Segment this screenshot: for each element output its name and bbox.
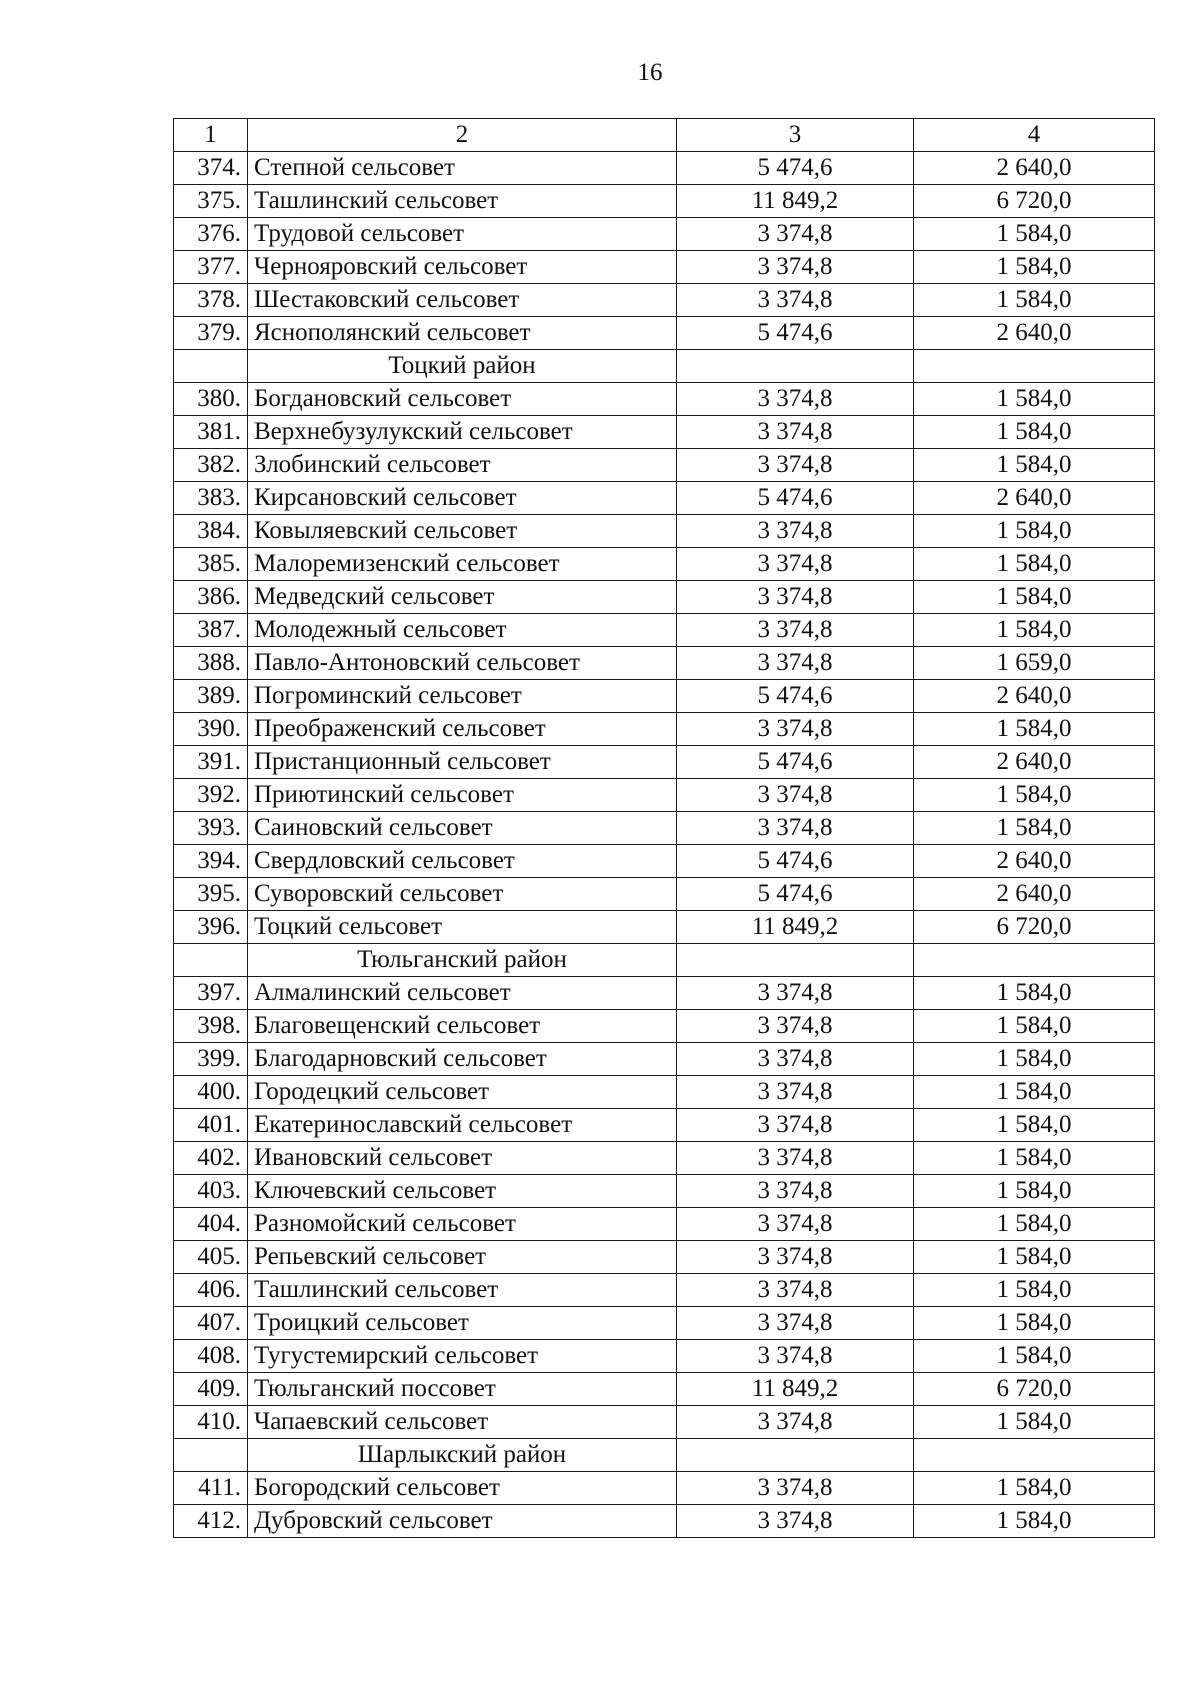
data-table <box>173 118 1155 1538</box>
settlement-name-cell: Кирсановский сельсовет <box>248 482 677 515</box>
column-3-value-cell: 11 849,2 <box>677 1373 914 1406</box>
settlement-name-cell: Дубровский сельсовет <box>248 1505 677 1538</box>
row-number-cell: 374. <box>174 152 248 185</box>
row-number-cell: 404. <box>174 1208 248 1241</box>
row-number-cell: 390. <box>174 713 248 746</box>
table-row <box>174 185 1155 218</box>
column-4-value-cell: 1 584,0 <box>914 977 1155 1010</box>
column-3-value-cell: 3 374,8 <box>677 1307 914 1340</box>
settlement-name-cell: Пристанционный сельсовет <box>248 746 677 779</box>
row-number-cell: 385. <box>174 548 248 581</box>
column-3-value-cell: 3 374,8 <box>677 383 914 416</box>
table-header-row <box>174 119 1155 152</box>
column-4-value-cell: 1 584,0 <box>914 614 1155 647</box>
row-number-cell: 376. <box>174 218 248 251</box>
column-4-value-cell: 1 584,0 <box>914 449 1155 482</box>
table-row <box>174 218 1155 251</box>
settlement-name-cell: Ключевский сельсовет <box>248 1175 677 1208</box>
row-number-cell: 391. <box>174 746 248 779</box>
column-4-value-cell: 1 584,0 <box>914 251 1155 284</box>
table-row <box>174 416 1155 449</box>
column-4-value-cell: 1 584,0 <box>914 713 1155 746</box>
column-3-value-cell: 3 374,8 <box>677 284 914 317</box>
column-4-value-cell: 1 584,0 <box>914 1340 1155 1373</box>
settlement-name-cell: Богородский сельсовет <box>248 1472 677 1505</box>
column-4-value-cell: 1 584,0 <box>914 812 1155 845</box>
table-row <box>174 614 1155 647</box>
column-4-value-cell: 1 584,0 <box>914 1076 1155 1109</box>
district-name-cell: Тоцкий район <box>248 350 677 383</box>
column-3-value-cell: 11 849,2 <box>677 911 914 944</box>
table-row <box>174 1373 1155 1406</box>
row-number-cell: 394. <box>174 845 248 878</box>
settlement-name-cell: Ташлинский сельсовет <box>248 1274 677 1307</box>
column-4-value-cell: 1 584,0 <box>914 284 1155 317</box>
row-number-cell: 377. <box>174 251 248 284</box>
row-number-cell: 393. <box>174 812 248 845</box>
settlement-name-cell: Городецкий сельсовет <box>248 1076 677 1109</box>
table-row <box>174 1472 1155 1505</box>
row-number-cell: 402. <box>174 1142 248 1175</box>
column-3-value-cell: 3 374,8 <box>677 416 914 449</box>
table-row <box>174 1043 1155 1076</box>
row-number-cell: 380. <box>174 383 248 416</box>
table-row <box>174 812 1155 845</box>
table-body <box>174 119 1155 1538</box>
column-4-value-cell: 1 584,0 <box>914 1406 1155 1439</box>
value-cell <box>677 350 914 383</box>
settlement-name-cell: Троицкий сельсовет <box>248 1307 677 1340</box>
table-row <box>174 383 1155 416</box>
row-number-cell: 400. <box>174 1076 248 1109</box>
row-number-cell <box>174 350 248 383</box>
settlement-name-cell: Верхнебузулукский сельсовет <box>248 416 677 449</box>
table-row <box>174 548 1155 581</box>
row-number-cell: 381. <box>174 416 248 449</box>
header-cell: 4 <box>914 119 1155 152</box>
column-3-value-cell: 5 474,6 <box>677 680 914 713</box>
column-4-value-cell: 6 720,0 <box>914 1373 1155 1406</box>
row-number-cell: 383. <box>174 482 248 515</box>
row-number-cell: 409. <box>174 1373 248 1406</box>
row-number-cell: 396. <box>174 911 248 944</box>
column-3-value-cell: 3 374,8 <box>677 977 914 1010</box>
row-number-cell: 397. <box>174 977 248 1010</box>
column-3-value-cell: 3 374,8 <box>677 647 914 680</box>
row-number-cell: 410. <box>174 1406 248 1439</box>
table-row <box>174 581 1155 614</box>
settlement-name-cell: Благодарновский сельсовет <box>248 1043 677 1076</box>
settlement-name-cell: Приютинский сельсовет <box>248 779 677 812</box>
row-number-cell: 386. <box>174 581 248 614</box>
settlement-name-cell: Тоцкий сельсовет <box>248 911 677 944</box>
column-4-value-cell: 1 584,0 <box>914 548 1155 581</box>
table-row <box>174 1010 1155 1043</box>
row-number-cell: 405. <box>174 1241 248 1274</box>
column-3-value-cell: 3 374,8 <box>677 1109 914 1142</box>
column-3-value-cell: 3 374,8 <box>677 713 914 746</box>
table-row <box>174 1307 1155 1340</box>
settlement-name-cell: Суворовский сельсовет <box>248 878 677 911</box>
row-number-cell: 382. <box>174 449 248 482</box>
settlement-name-cell: Репьевский сельсовет <box>248 1241 677 1274</box>
settlement-name-cell: Чапаевский сельсовет <box>248 1406 677 1439</box>
column-4-value-cell: 2 640,0 <box>914 317 1155 350</box>
column-3-value-cell: 3 374,8 <box>677 548 914 581</box>
row-number-cell: 408. <box>174 1340 248 1373</box>
table-row <box>174 251 1155 284</box>
row-number-cell: 387. <box>174 614 248 647</box>
table-row <box>174 482 1155 515</box>
settlement-name-cell: Черноярoвский сельсовет <box>248 251 677 284</box>
column-4-value-cell: 2 640,0 <box>914 482 1155 515</box>
column-4-value-cell: 1 584,0 <box>914 1175 1155 1208</box>
value-cell <box>914 350 1155 383</box>
column-3-value-cell: 3 374,8 <box>677 1010 914 1043</box>
column-4-value-cell: 1 659,0 <box>914 647 1155 680</box>
column-4-value-cell: 1 584,0 <box>914 383 1155 416</box>
table-row <box>174 647 1155 680</box>
column-3-value-cell: 5 474,6 <box>677 746 914 779</box>
settlement-name-cell: Погроминский сельсовет <box>248 680 677 713</box>
column-3-value-cell: 3 374,8 <box>677 1274 914 1307</box>
column-4-value-cell: 1 584,0 <box>914 416 1155 449</box>
column-4-value-cell: 1 584,0 <box>914 581 1155 614</box>
header-cell: 3 <box>677 119 914 152</box>
table-row <box>174 1175 1155 1208</box>
settlement-name-cell: Степной сельсовет <box>248 152 677 185</box>
column-3-value-cell: 3 374,8 <box>677 1175 914 1208</box>
district-row <box>174 350 1155 383</box>
column-3-value-cell: 11 849,2 <box>677 185 914 218</box>
row-number-cell: 375. <box>174 185 248 218</box>
column-4-value-cell: 1 584,0 <box>914 779 1155 812</box>
column-3-value-cell: 3 374,8 <box>677 1406 914 1439</box>
column-4-value-cell: 1 584,0 <box>914 1274 1155 1307</box>
column-3-value-cell: 3 374,8 <box>677 218 914 251</box>
column-4-value-cell: 2 640,0 <box>914 152 1155 185</box>
column-4-value-cell: 2 640,0 <box>914 878 1155 911</box>
settlement-name-cell: Ташлинский сельсовет <box>248 185 677 218</box>
row-number-cell: 401. <box>174 1109 248 1142</box>
settlement-name-cell: Злобинский сельсовет <box>248 449 677 482</box>
settlement-name-cell: Ивановский сельсовет <box>248 1142 677 1175</box>
row-number-cell: 403. <box>174 1175 248 1208</box>
column-4-value-cell: 1 584,0 <box>914 1109 1155 1142</box>
column-4-value-cell: 1 584,0 <box>914 1043 1155 1076</box>
column-3-value-cell: 3 374,8 <box>677 1472 914 1505</box>
column-4-value-cell: 1 584,0 <box>914 1010 1155 1043</box>
settlement-name-cell: Ковыляевский сельсовет <box>248 515 677 548</box>
column-4-value-cell: 1 584,0 <box>914 1505 1155 1538</box>
table-row <box>174 779 1155 812</box>
column-4-value-cell: 1 584,0 <box>914 515 1155 548</box>
table-row <box>174 1076 1155 1109</box>
column-3-value-cell: 5 474,6 <box>677 317 914 350</box>
table-row <box>174 1274 1155 1307</box>
settlement-name-cell: Тюльганский поссовет <box>248 1373 677 1406</box>
settlement-name-cell: Алмалинский сельсовет <box>248 977 677 1010</box>
row-number-cell: 388. <box>174 647 248 680</box>
row-number-cell: 389. <box>174 680 248 713</box>
table-row <box>174 1109 1155 1142</box>
table-row <box>174 1241 1155 1274</box>
table-row <box>174 449 1155 482</box>
row-number-cell: 379. <box>174 317 248 350</box>
column-3-value-cell: 3 374,8 <box>677 812 914 845</box>
settlement-name-cell: Свердловский сельсовет <box>248 845 677 878</box>
row-number-cell <box>174 944 248 977</box>
column-4-value-cell: 1 584,0 <box>914 1472 1155 1505</box>
column-4-value-cell: 6 720,0 <box>914 911 1155 944</box>
column-4-value-cell: 1 584,0 <box>914 1307 1155 1340</box>
column-3-value-cell: 3 374,8 <box>677 1043 914 1076</box>
table-row <box>174 1142 1155 1175</box>
column-3-value-cell: 3 374,8 <box>677 1241 914 1274</box>
table-row <box>174 515 1155 548</box>
settlement-name-cell: Тугустемирский сельсовет <box>248 1340 677 1373</box>
row-number-cell: 407. <box>174 1307 248 1340</box>
column-3-value-cell: 3 374,8 <box>677 581 914 614</box>
column-3-value-cell: 3 374,8 <box>677 1142 914 1175</box>
column-4-value-cell: 6 720,0 <box>914 185 1155 218</box>
column-3-value-cell: 3 374,8 <box>677 1505 914 1538</box>
column-4-value-cell: 1 584,0 <box>914 218 1155 251</box>
column-4-value-cell: 1 584,0 <box>914 1241 1155 1274</box>
settlement-name-cell: Шестаковский сельсовет <box>248 284 677 317</box>
settlement-name-cell: Екатеринославский сельсовет <box>248 1109 677 1142</box>
table-row <box>174 284 1155 317</box>
row-number-cell <box>174 1439 248 1472</box>
value-cell <box>677 1439 914 1472</box>
column-4-value-cell: 1 584,0 <box>914 1208 1155 1241</box>
column-3-value-cell: 3 374,8 <box>677 1340 914 1373</box>
page-number: 16 <box>637 59 663 86</box>
district-name-cell: Шарлыкский район <box>248 1439 677 1472</box>
column-3-value-cell: 3 374,8 <box>677 515 914 548</box>
value-cell <box>914 1439 1155 1472</box>
row-number-cell: 395. <box>174 878 248 911</box>
table-row <box>174 680 1155 713</box>
table-row <box>174 152 1155 185</box>
table-row <box>174 845 1155 878</box>
column-4-value-cell: 2 640,0 <box>914 746 1155 779</box>
district-row <box>174 944 1155 977</box>
settlement-name-cell: Разномойский сельсовет <box>248 1208 677 1241</box>
settlement-name-cell: Благовещенский сельсовет <box>248 1010 677 1043</box>
column-3-value-cell: 5 474,6 <box>677 845 914 878</box>
settlement-name-cell: Саиновский сельсовет <box>248 812 677 845</box>
row-number-cell: 412. <box>174 1505 248 1538</box>
table-row <box>174 977 1155 1010</box>
row-number-cell: 406. <box>174 1274 248 1307</box>
settlement-name-cell: Богдановский сельсовет <box>248 383 677 416</box>
settlement-name-cell: Малоремизенский сельсовет <box>248 548 677 581</box>
district-row <box>174 1439 1155 1472</box>
header-cell: 2 <box>248 119 677 152</box>
district-name-cell: Тюльганский район <box>248 944 677 977</box>
row-number-cell: 378. <box>174 284 248 317</box>
header-cell: 1 <box>174 119 248 152</box>
row-number-cell: 399. <box>174 1043 248 1076</box>
column-4-value-cell: 2 640,0 <box>914 845 1155 878</box>
table-row <box>174 1505 1155 1538</box>
column-3-value-cell: 3 374,8 <box>677 251 914 284</box>
value-cell <box>914 944 1155 977</box>
row-number-cell: 398. <box>174 1010 248 1043</box>
table-row <box>174 713 1155 746</box>
column-3-value-cell: 3 374,8 <box>677 449 914 482</box>
column-3-value-cell: 5 474,6 <box>677 152 914 185</box>
column-3-value-cell: 3 374,8 <box>677 1208 914 1241</box>
table-row <box>174 746 1155 779</box>
settlement-name-cell: Медведский сельсовет <box>248 581 677 614</box>
column-3-value-cell: 3 374,8 <box>677 779 914 812</box>
settlement-name-cell: Яснополянский сельсовет <box>248 317 677 350</box>
column-3-value-cell: 5 474,6 <box>677 878 914 911</box>
row-number-cell: 384. <box>174 515 248 548</box>
table-row <box>174 878 1155 911</box>
column-3-value-cell: 5 474,6 <box>677 482 914 515</box>
table-row <box>174 911 1155 944</box>
table-row <box>174 1340 1155 1373</box>
settlement-name-cell: Павло-Антоновский сельсовет <box>248 647 677 680</box>
column-3-value-cell: 3 374,8 <box>677 1076 914 1109</box>
row-number-cell: 392. <box>174 779 248 812</box>
column-4-value-cell: 2 640,0 <box>914 680 1155 713</box>
column-3-value-cell: 3 374,8 <box>677 614 914 647</box>
settlement-name-cell: Трудовой сельсовет <box>248 218 677 251</box>
table-row <box>174 1406 1155 1439</box>
settlement-name-cell: Преображенский сельсовет <box>248 713 677 746</box>
table-row <box>174 317 1155 350</box>
value-cell <box>677 944 914 977</box>
settlement-name-cell: Молодежный сельсовет <box>248 614 677 647</box>
row-number-cell: 411. <box>174 1472 248 1505</box>
table-row <box>174 1208 1155 1241</box>
column-4-value-cell: 1 584,0 <box>914 1142 1155 1175</box>
